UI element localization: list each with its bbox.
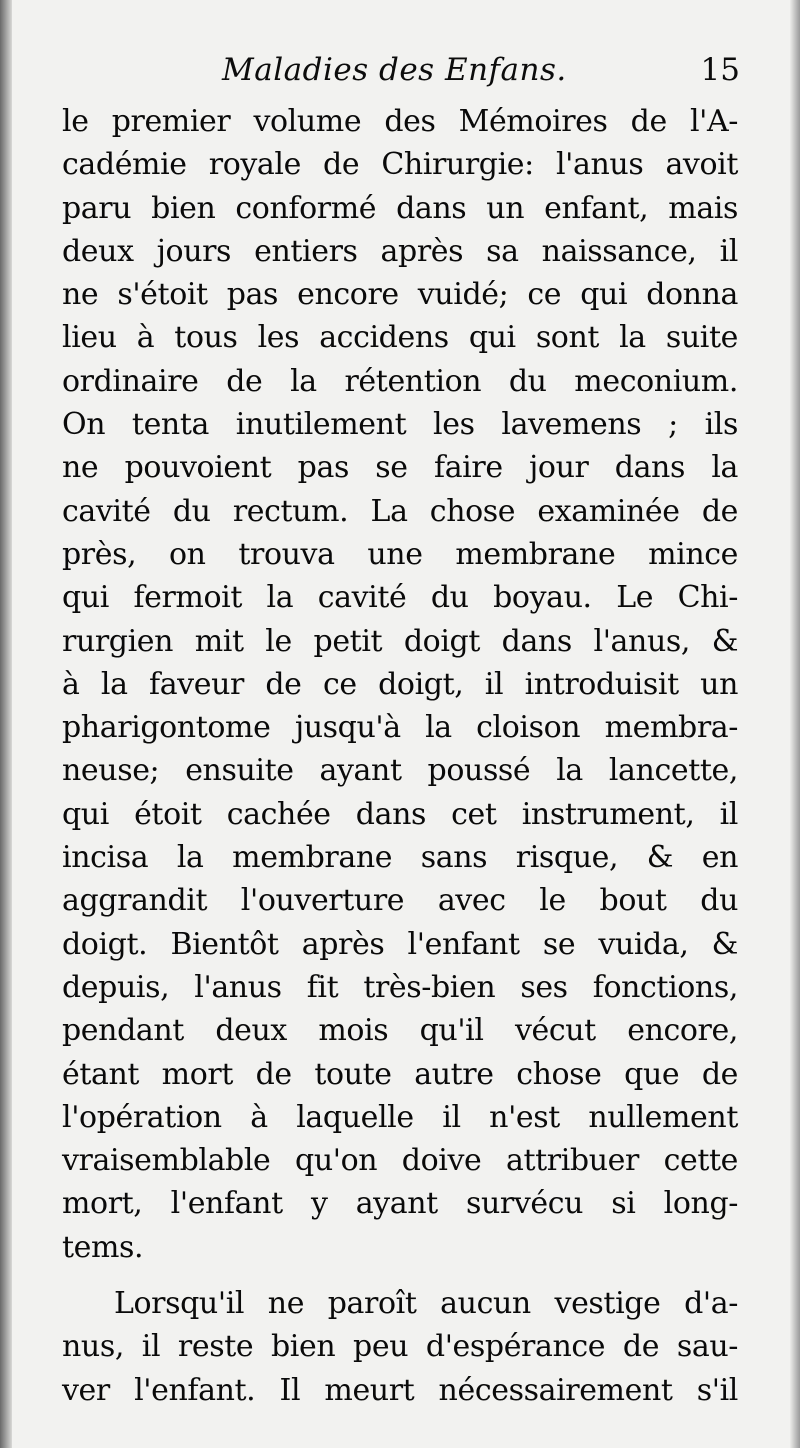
text-line: ordinaire de la rétention du meconium.	[62, 363, 738, 399]
text-line: vraisemblable qu'on doive attribuer cette	[62, 1143, 738, 1179]
running-title: Maladies des Enfans.	[222, 52, 567, 88]
text-line: incisa la membrane sans risque, & en	[62, 840, 738, 876]
text-line: rurgien mit le petit doigt dans l'anus, &	[62, 623, 738, 659]
text-line: cadémie royale de Chirurgie: l'anus avoit	[62, 147, 738, 183]
text-line: deux jours entiers après sa naissance, il	[62, 233, 738, 269]
page-number: 15	[700, 52, 740, 88]
text-line: mort, l'enfant y ayant survécu si long-	[62, 1186, 738, 1222]
text-line: à la faveur de ce doigt, il introduisit un	[62, 666, 738, 702]
text-line: doigt. Bientôt après l'enfant se vuida, &	[62, 926, 738, 962]
page-right-edge	[790, 0, 800, 1448]
text-line: nus, il reste bien peu d'espérance de sau-	[62, 1329, 738, 1365]
text-line: qui étoit cachée dans cet instrument, il	[62, 796, 738, 832]
text-line: lieu à tous les accidens qui sont la suite	[62, 320, 738, 356]
text-line: aggrandit l'ouverture avec le bout du	[62, 883, 738, 919]
text-line: paru bien conformé dans un enfant, mais	[62, 190, 738, 226]
text-line: pendant deux mois qu'il vécut encore,	[62, 1013, 738, 1049]
text-line: le premier volume des Mémoires de l'A-	[62, 104, 738, 139]
page-left-edge	[0, 0, 12, 1448]
text-line: ver l'enfant. Il meurt nécessairement s'il	[62, 1372, 738, 1408]
text-line: l'opération à laquelle il n'est nullement	[62, 1099, 738, 1135]
text-line: ne s'étoit pas encore vuidé; ce qui donna	[62, 277, 738, 313]
text-line: cavité du rectum. La chose examinée de	[62, 493, 738, 529]
text-line: pharigontome jusqu'à la cloison membra-	[62, 710, 738, 746]
text-line: On tenta inutilement les lavemens ; ils	[62, 407, 738, 443]
text-line: tems.	[62, 1229, 144, 1265]
text-line: depuis, l'anus fit très-bien ses fonctions,	[62, 969, 738, 1005]
page-header	[62, 52, 742, 96]
text-line: près, on trouva une membrane mince	[62, 536, 738, 572]
body-text	[62, 100, 738, 1412]
paragraph-start-line: Lorsqu'il ne paroît aucun vestige d'a-	[114, 1286, 738, 1322]
text-line: étant mort de toute autre chose que de	[62, 1056, 738, 1092]
text-line: neuse; ensuite ayant poussé la lancette,	[62, 753, 738, 789]
text-line: ne pouvoient pas se faire jour dans la	[62, 450, 738, 486]
text-line: qui fermoit la cavité du boyau. Le Chi-	[62, 580, 738, 616]
